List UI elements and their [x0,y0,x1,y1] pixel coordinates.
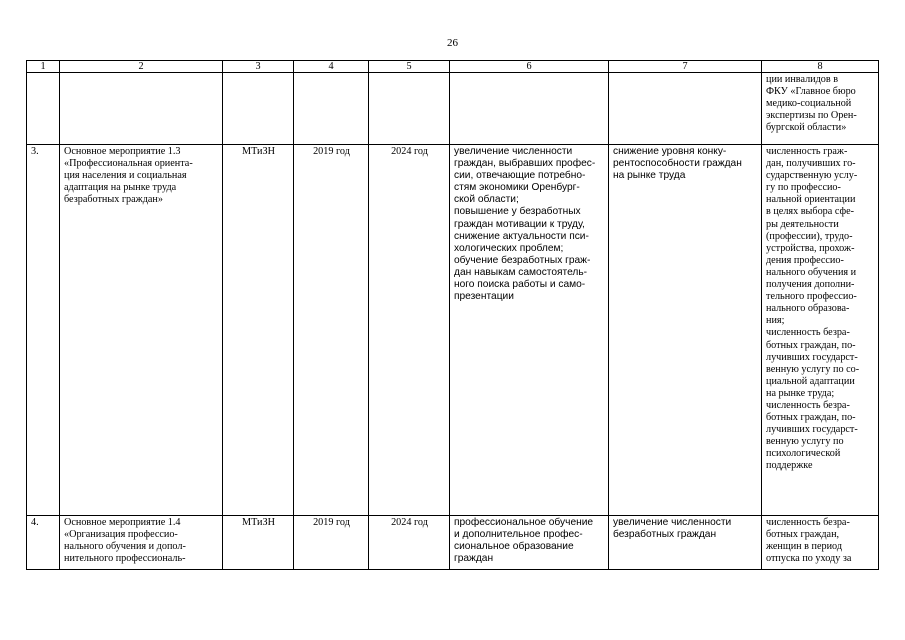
cell-text-line: нального обучения и [766,266,857,278]
column-header: 5 [369,61,450,73]
cell-text-line: рентоспособности граждан [613,158,742,170]
table-row [27,73,879,145]
cell-text-line: нительного профессиональ- [64,553,186,565]
cell-text-line: в целях выбора сфе- [766,206,854,218]
cell-text-line: «Организация профессио- [64,529,178,541]
cell-text-line: на рынке труда [613,170,686,182]
cell-text-line: ботных граждан, по- [766,412,856,424]
cell-text-line: нального обучения и допол- [64,541,186,553]
column-header: 1 [27,61,60,73]
column-number-row [27,61,879,73]
cell-text-line: презентации [454,291,514,303]
cell-text-line: численность безра- [766,399,850,411]
end-year-cell: 2024 год [369,145,450,516]
cell-text-line: хологических проблем; [454,242,564,254]
program-events-table [26,60,879,570]
cell-text-line: отпуска по уходу за [766,553,852,565]
consequence-cell [609,145,762,516]
cell-text-line: ской области; [454,194,519,206]
column-header: 8 [762,61,879,73]
indicator-cell [762,73,879,145]
cell-text-line: и дополнительное профес- [454,529,583,541]
event-name-cell [60,73,223,145]
cell-text-line: безработных граждан [613,529,717,541]
consequence-cell [609,73,762,145]
cell-text-line: женщин в период [766,541,843,553]
expected-result-cell [450,73,609,145]
cell-text-line: ния; [766,315,785,327]
cell-text-line: венную услугу по [766,436,844,448]
cell-text-line: обучение безработных граж- [454,254,591,266]
event-name-cell [60,145,223,516]
cell-text-line: повышение у безработных [454,206,581,218]
cell-text-line: экспертизы по Орен- [766,110,857,122]
cell-text-line: нальной ориентации [766,194,856,206]
event-name-cell [60,516,223,570]
indicator-cell [762,145,879,516]
start-year-cell: 2019 год [294,516,369,570]
cell-text-line: увеличение численности [454,146,573,157]
indicator-cell [762,516,879,570]
column-header: 6 [450,61,609,73]
cell-text-line: дения профессио- [766,254,844,266]
table-row [27,145,879,516]
cell-text-line: устройства, прохож- [766,242,855,254]
column-header: 7 [609,61,762,73]
table-row [27,516,879,570]
expected-result-cell [450,516,609,570]
cell-text-line: венную услугу по со- [766,363,860,375]
cell-text-line: «Профессиональная ориента- [64,158,193,170]
cell-text-line: ного поиска работы и само- [454,279,586,291]
cell-text-line: снижение актуальности пси- [454,230,589,242]
executor-cell: МТиЗН [223,145,294,516]
cell-text-line: сиональное образование [454,541,574,553]
end-year-cell [369,73,450,145]
cell-text-line: Основное мероприятие 1.4 [64,517,181,528]
start-year-cell: 2019 год [294,145,369,516]
start-year-cell [294,73,369,145]
cell-text-line: лучивших государст- [766,351,858,363]
row-number: 3. [27,145,60,516]
cell-text-line: поддержке [766,460,813,472]
cell-text-line: получения дополни- [766,279,855,291]
cell-text-line: лучивших государст- [766,424,858,436]
cell-text-line: гу по профессио- [766,182,841,194]
cell-text-line: медико-социальной [766,98,852,110]
cell-text-line: нального образова- [766,303,850,315]
row-number: 4. [27,516,60,570]
cell-text-line: ции инвалидов в [766,74,839,85]
consequence-cell [609,516,762,570]
cell-text-line: дан, получивших го- [766,158,856,170]
cell-text-line: граждан [454,553,494,565]
column-header: 2 [60,61,223,73]
cell-text-line: на рынке труда; [766,387,835,399]
cell-text-line: ботных граждан, [766,529,840,541]
cell-text-line: ФКУ «Главное бюро [766,86,856,98]
cell-text-line: численность безра- [766,517,850,528]
cell-text-line: граждан мотивации к труду, [454,218,585,230]
cell-text-line: Основное мероприятие 1.3 [64,146,181,157]
cell-text-line: психологической [766,448,841,460]
page-number: 26 [447,37,458,49]
end-year-cell: 2024 год [369,516,450,570]
cell-text-line: сии, отвечающие потребно- [454,170,586,182]
cell-text-line: стям экономики Оренбург- [454,182,580,194]
cell-text-line: ры деятельности [766,218,839,230]
cell-text-line: дан навыкам самостоятель- [454,266,588,278]
cell-text-line: ция населения и социальная [64,170,187,182]
column-header: 4 [294,61,369,73]
cell-text-line: ботных граждан, по- [766,339,856,351]
cell-text-line: (профессии), трудо- [766,230,853,242]
cell-text-line: тельного профессио- [766,291,857,303]
cell-text-line: безработных граждан» [64,194,163,206]
cell-text-line: численность граж- [766,146,848,157]
cell-text-line: сударственную услу- [766,170,858,182]
cell-text-line: численность безра- [766,327,850,339]
executor-cell: МТиЗН [223,516,294,570]
cell-text-line: снижение уровня конку- [613,146,727,157]
cell-text-line: граждан, выбравших профес- [454,158,596,170]
cell-text-line: увеличение численности [613,517,732,528]
cell-text-line: бургской области» [766,122,847,134]
cell-text-line: профессиональное обучение [454,517,594,528]
cell-text-line: адаптация на рынке труда [64,182,177,194]
expected-result-cell [450,145,609,516]
executor-cell [223,73,294,145]
cell-text-line: циальной адаптации [766,375,855,387]
column-header: 3 [223,61,294,73]
row-number [27,73,60,145]
